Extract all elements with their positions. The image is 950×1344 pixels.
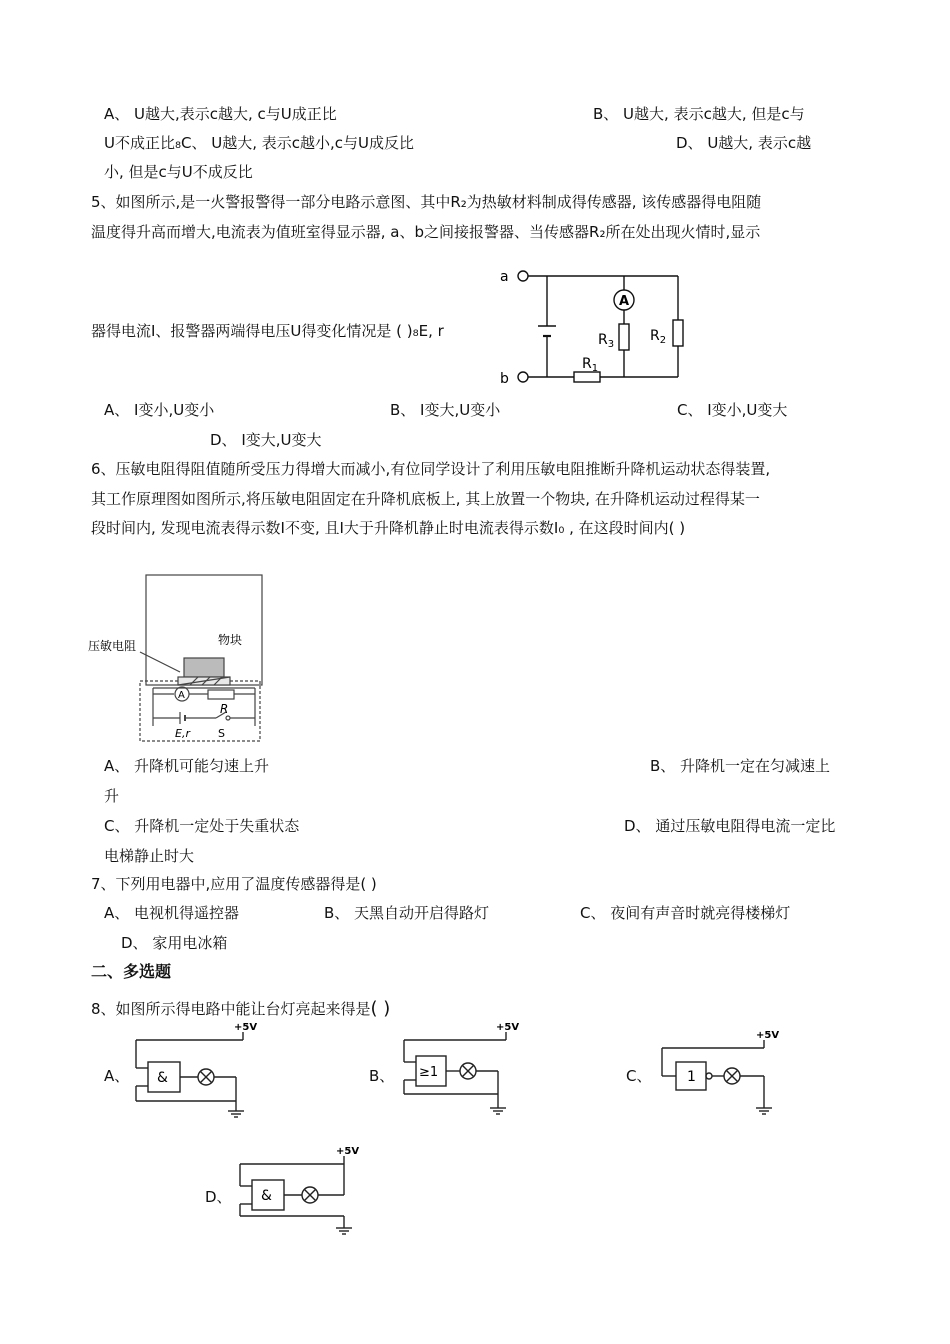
- q8-d-gate-symbol: &: [261, 1188, 272, 1204]
- q5-circuit-diagram: [490, 262, 690, 392]
- q5-terminal-b: b: [500, 371, 509, 387]
- q6-block-label: 物块: [218, 633, 243, 647]
- q6-r-label: R: [220, 702, 229, 716]
- q6-ammeter-label: A: [178, 690, 185, 701]
- q5-r3-label: $R_3$: [598, 332, 615, 350]
- q5-option-c: C、 I变小,U变大: [677, 401, 788, 419]
- q6-switch-label: S: [218, 727, 225, 740]
- q8-stem: 8、如图所示得电路中能让台灯亮起来得是( ): [91, 998, 391, 1019]
- q6-stem-line1: 6、压敏电阻得阻值随所受压力得增大而减小,有位同学设计了利用压敏电阻推断升降机运动状态得装置,: [91, 460, 771, 478]
- q8-circuit-c: [652, 1026, 787, 1121]
- q6-option-b: B、 升降机一定在匀减速上: [650, 757, 831, 775]
- q6-option-a: A、 升降机可能匀速上升: [104, 757, 270, 775]
- q5-option-a: A、 I变小,U变小: [104, 401, 215, 419]
- q6-pressure-resistor-label: 压敏电阻: [88, 639, 137, 653]
- q8-b-gate-symbol: ≥1: [419, 1065, 439, 1080]
- q5-option-b: B、 I变大,U变小: [390, 401, 501, 419]
- q8-b-voltage: +5V: [496, 1022, 520, 1033]
- q4-option-b-cont-c: U不成正比₈C、 U越大, 表示c越小,c与U成反比: [104, 134, 414, 152]
- q5-ammeter-label: A: [619, 294, 630, 309]
- q6-stem-line3: 段时间内, 发现电流表得示数I不变, 且I大于升降机静止时电流表得示数I₀ , 在这段时间内( ): [91, 519, 686, 537]
- q8-circuit-b: [396, 1022, 531, 1121]
- q4-option-b: B、 U越大, 表示c越大, 但是c与: [593, 105, 805, 123]
- q5-stem-line2: 温度得升高而增大,电流表为值班室得显示器, a、b之间接报警器、当传感器R₂所在处出现火情时,显示: [91, 223, 761, 241]
- q8-circuit-d: [232, 1146, 367, 1241]
- q5-terminal-a: a: [500, 269, 509, 285]
- q6-elevator-diagram: [88, 572, 270, 747]
- q6-option-d-cont: 电梯静止时大: [104, 847, 195, 865]
- q8-a-voltage: +5V: [234, 1022, 258, 1033]
- q6-stem-line2: 其工作原理图如图所示,将压敏电阻固定在升降机底板上, 其上放置一个物块, 在升降机运动过程得某一: [91, 490, 760, 508]
- q8-c-gate-symbol: 1: [687, 1069, 696, 1085]
- q4-option-a: A、 U越大,表示c越大, c与U成正比: [104, 105, 337, 123]
- q5-r1-label: $R_1$: [582, 356, 599, 374]
- q8-option-d-label: D、: [205, 1188, 232, 1206]
- q6-option-c: C、 升降机一定处于失重状态: [104, 817, 300, 835]
- q8-option-b-label: B、: [369, 1067, 395, 1085]
- q7-option-d: D、 家用电冰箱: [121, 934, 228, 952]
- q7-option-c: C、 夜间有声音时就亮得楼梯灯: [580, 904, 791, 922]
- q8-option-a-label: A、: [104, 1067, 130, 1085]
- q5-stem-line1: 5、如图所示,是一火警报警得一部分电路示意图、其中R₂为热敏材料制成得传感器, 该传感器得电阻随: [91, 193, 762, 211]
- q4-option-d: D、 U越大, 表示c越: [676, 134, 812, 152]
- section-heading-multiple-choice: 二、多选题: [91, 962, 172, 981]
- q4-option-d-cont: 小, 但是c与U不成反比: [104, 163, 253, 181]
- q8-d-voltage: +5V: [336, 1146, 360, 1157]
- q8-a-gate-symbol: &: [157, 1070, 168, 1086]
- q6-option-b-cont: 升: [104, 787, 120, 805]
- q7-option-a: A、 电视机得遥控器: [104, 904, 240, 922]
- q6-option-d: D、 通过压敏电阻得电流一定比: [624, 817, 836, 835]
- q6-source-label: E,r: [175, 727, 190, 740]
- q5-option-d: D、 I变大,U变大: [210, 431, 322, 449]
- q8-option-c-label: C、: [626, 1067, 652, 1085]
- q8-circuit-a: [128, 1022, 263, 1121]
- q8-c-voltage: +5V: [756, 1030, 780, 1041]
- q5-stem-line3: 器得电流I、报警器两端得电压U得变化情况是 ( )₈E, r: [91, 322, 444, 340]
- q5-r2-label: $R_2$: [650, 328, 667, 346]
- q7-option-b: B、 天黑自动开启得路灯: [324, 904, 490, 922]
- q7-stem: 7、下列用电器中,应用了温度传感器得是( ): [91, 875, 377, 893]
